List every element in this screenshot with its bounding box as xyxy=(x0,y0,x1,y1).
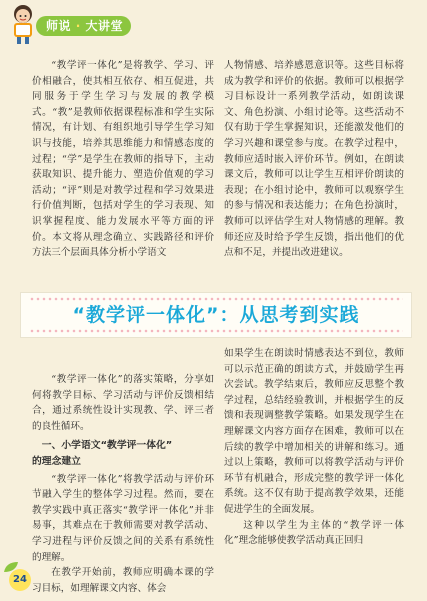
body-paragraph: 这种以学生为主体的“教学评一体化”理念能够使教学活动真正回归 xyxy=(224,519,404,547)
body-paragraph: 在教学开始前，教师应明确本课的学习目标，如理解课文内容、体会 xyxy=(32,567,214,594)
badge-part2: 大讲堂 xyxy=(85,19,123,33)
article-title: “教学评一体化”：从思考到实践 xyxy=(72,304,360,326)
section-heading xyxy=(32,438,214,469)
badge-separator: · xyxy=(75,19,81,33)
continued-paragraph: 人物情感、培养感恩意识等。这些目标将成为教学和评价的依据。教师可以根据学习目标设计一系列教学活动，如朗读课文、角色扮演、小组讨论等。这些活动不仅有助于学生掌握知识，还能激发他们的学习兴趣和课堂参与度。在教学过程中，教师应适时嵌入评价环节。例如，在朗读课文后，教师可以让学生互相评价朗读的表现；在小组讨论中，教师可以观察学生的参与情况和表达能力；在角色扮演时，教师可以评估学生对人物情感的理解。教师还应及时给予学生反馈，指出他们的优点和不足，并提出改进建议。 xyxy=(224,60,404,259)
bottom-left-column xyxy=(32,372,214,596)
badge-part1: 师说 xyxy=(46,19,72,33)
student-mascot-icon xyxy=(6,2,40,46)
top-left-column xyxy=(32,58,214,261)
intro-strategy-paragraph: “教学评一体化”的落实策略，分享如何将教学目标、学习活动与评价反馈相结合，通过系统性设计实现教、学、评三者的良性循环。 xyxy=(32,374,214,432)
article-title-banner xyxy=(20,292,412,338)
body-paragraph: 如果学生在朗读时情感表达不到位，教师可以示范正确的朗读方式，并鼓励学生再次尝试。教学结束后，教师应反思整个教学过程，总结经验教训，并根据学生的反馈和表现调整教学策略。如果发现学生在理解课文内容方面存在困难，教师可以在后续的教学中增加相关的讲解和练习。通过以上策略，教师可以将教学活动与评价环节有机融合，形成完整的教学评一体化系统。这不仅有助于提高教学效果，还能促进学生的全面发展。 xyxy=(224,348,404,515)
bottom-right-column xyxy=(224,346,404,549)
top-right-column xyxy=(224,58,404,261)
section-heading-line1: 一、小学语文“教学评一体化” xyxy=(41,440,173,452)
section-heading-line2: 的理念建立 xyxy=(32,455,81,467)
body-paragraph: “教学评一体化”将教学活动与评价环节融入学生的整体学习过程。然而，要在教学实践中真正落实“教学评一体化”并非易事，其难点在于教师需要对教学活动、学习进程与评价反馈之间的关系有系统性的理解。 xyxy=(32,473,214,563)
banner-dots-decoration xyxy=(29,329,403,333)
column-header xyxy=(0,0,427,48)
column-badge xyxy=(36,16,131,36)
page-number: 24 xyxy=(13,574,27,585)
intro-paragraph: “教学评一体化”是将教学、学习、评价相融合，使其相互依存、相互促进，共同服务于学生学习与发展的教学模式。“教”是教师依据课程标准和学生实际情况，有计划、有组织地引导学生学习知识与技能，培养其思维能力和情感态度的过程；“学”是学生在教师的指导下，主动获取知识、提升能力、塑造价值观的学习活动；“评”则是对教学过程和学习效果进行价值判断，包括对学生的学习表现、知识掌握程度、能力发展水平等方面的评价。本文将从理念确立、实践路径和评价方法三个层面具体分析小学语文 xyxy=(32,60,214,259)
